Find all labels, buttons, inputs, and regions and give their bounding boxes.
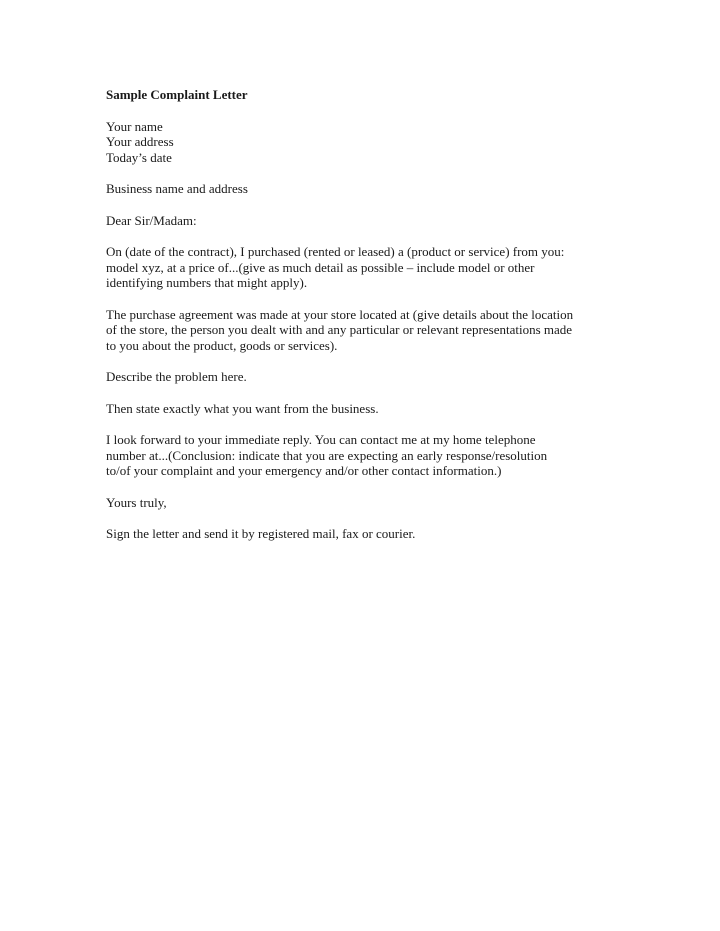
paragraph-agreement xyxy=(106,307,626,354)
paragraph-line: of the store, the person you dealt with and any particular or relevant representations made xyxy=(106,322,573,337)
salutation-text: Dear Sir/Madam: xyxy=(106,212,197,228)
signing-instruction xyxy=(106,526,626,542)
letter-title: Sample Complaint Letter xyxy=(106,87,248,102)
paragraph-problem xyxy=(106,369,626,385)
complaint-letter xyxy=(106,87,626,558)
closing xyxy=(106,495,626,511)
sender-name: Your name xyxy=(106,118,163,134)
paragraph-request xyxy=(106,401,626,417)
recipient-block xyxy=(106,181,626,197)
paragraph-line: Describe the problem here. xyxy=(106,369,247,384)
paragraph-conclusion xyxy=(106,432,626,479)
paragraph-line: I look forward to your immediate reply. You can contact me at my home telephone xyxy=(106,432,536,447)
paragraph-line: The purchase agreement was made at your store located at (give details about the location xyxy=(106,306,574,322)
paragraph-purchase xyxy=(106,244,626,291)
paragraph-line: Then state exactly what you want from the business. xyxy=(106,400,379,416)
sender-address: Your address xyxy=(106,134,174,149)
closing-text: Yours truly, xyxy=(106,494,167,510)
letter-date: Today’s date xyxy=(106,149,172,165)
paragraph-line: number at...(Conclusion: indicate that you are expecting an early response/resolution xyxy=(106,447,548,463)
paragraph-line: to/of your complaint and your emergency and/or other contact information.) xyxy=(106,463,502,478)
recipient-address: Business name and address xyxy=(106,181,248,196)
paragraph-line: On (date of the contract), I purchased (rented or leased) a (product or service) from you: xyxy=(106,244,565,259)
instruction-text: Sign the letter and send it by registered mail, fax or courier. xyxy=(106,526,416,541)
paragraph-line: model xyz, at a price of...(give as much detail as possible – include model or other xyxy=(106,259,535,275)
paragraph-line: to you about the product, goods or services). xyxy=(106,337,338,353)
salutation xyxy=(106,213,626,229)
sender-block xyxy=(106,119,626,166)
paragraph-line: identifying numbers that might apply). xyxy=(106,275,308,290)
